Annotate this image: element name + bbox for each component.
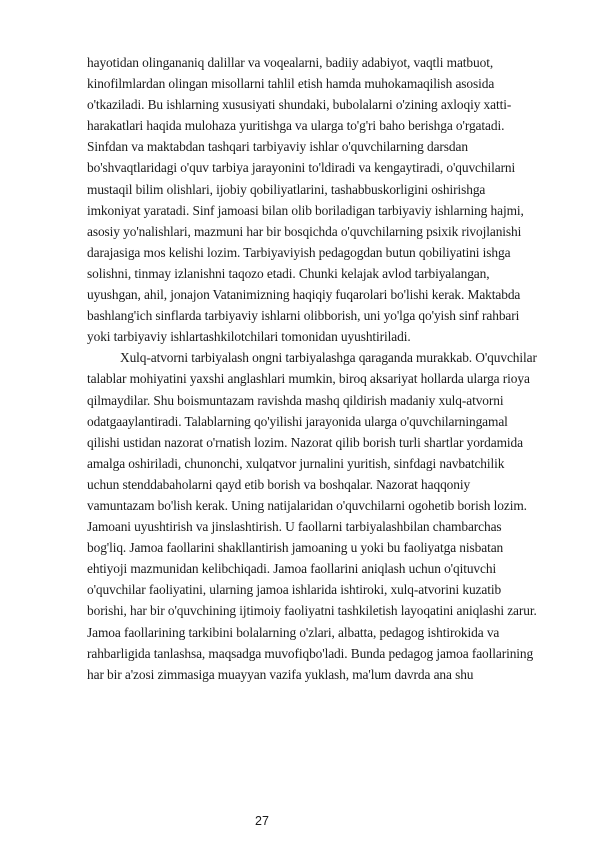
text-line: hayotidan olingananiq dalillar va voqealarni, badiiy adabiyot, vaqtli matbuot, <box>87 55 494 70</box>
text-line: odatgaaylantiradi. Talablarning qo'yilishi jarayonida ularga o'quvchilarningamal <box>87 413 508 429</box>
text-line: bashlang'ich sinflarda tarbiyaviy ishlarni olibborish, uni yo'lga qo'yish sinf rahbari <box>87 308 520 324</box>
text-line: qilmaydilar. Shu boismuntazam ravishda mashq qildirish madaniy xulq-atvorni <box>87 392 504 408</box>
page-number: 27 <box>255 814 269 828</box>
text-line: talablar mohiyatini yaxshi anglashlari mumkin, biroq aksariyat hollarda ularga rioya <box>87 371 530 387</box>
paragraph-1 <box>87 52 593 347</box>
text-line: ehtiyoji mazmunidan kelibchiqadi. Jamoa faollarini aniqlash uchun o'qituvchi <box>87 561 497 577</box>
text-line: o'quvchilar faoliyatini, ularning jamoa ishlarida ishtiroki, xulq-atvorini kuzatib <box>87 582 502 598</box>
text-line: yoki tarbiyaviy ishlartashkilotchilari tomonidan uyushtiriladi. <box>87 329 411 345</box>
text-line: amalga oshiriladi, chunonchi, xulqatvor jurnalini yuritish, sinfdagi navbatchilik <box>87 455 505 471</box>
text-line: kinofilmlardan olingan misollarni tahlil etish hamda muhokamaqilish asosida <box>87 76 495 92</box>
text-line: o'tkaziladi. Bu ishlarning xususiyati shundaki, bubolalarni o'zining axloqiy xatti- <box>87 97 512 113</box>
text-line: har bir a'zosi zimmasiga muayyan vazifa yuklash, ma'lum davrda ana shu <box>87 666 474 682</box>
text-line: asosiy yo'nalishlari, mazmuni har bir bosqichda o'quvchilarning psixik rivojlanishi <box>87 223 522 239</box>
text-line: uchun stenddabaholarni qayd etib borish va boshqalar. Nazorat haqqoniy <box>87 476 471 492</box>
text-line: Jamoani uyushtirish va jinslashtirish. U faollarni tarbiyalashbilan chambarchas <box>87 519 502 535</box>
text-line: Sinfdan va maktabdan tashqari tarbiyaviy ishlar o'quvchilarning darsdan <box>87 139 468 155</box>
text-line: bo'shvaqtlaridagi o'quv tarbiya jarayonini to'ldiradi va kengaytiradi, o'quvchilarni <box>87 160 516 176</box>
text-line: uyushgan, ahil, jonajon Vatanimizning haqiqiy fuqarolari bo'lishi kerak. Maktabda <box>87 287 521 303</box>
text-line: Jamoa faollarining tarkibini bolalarning o'zlari, albatta, pedagog ishtirokida va <box>87 624 500 640</box>
text-line: bog'liq. Jamoa faollarini shakllantirish jamoaning u yoki bu faoliyatga nisbatan <box>87 540 504 556</box>
text-line: Xulq-atvorni tarbiyalash ongni tarbiyalashga qaraganda murakkab. O'quvchilar <box>120 350 537 366</box>
text-line: darajasiga mos kelishi lozim. Tarbiyaviyish pedagogdan butun qobiliyatini ishga <box>87 244 511 260</box>
text-line: imkoniyat yaratadi. Sinf jamoasi bilan olib boriladigan tarbiyaviy ishlarning hajmi, <box>87 202 524 218</box>
text-line: mustaqil bilim olishlari, ijobiy qobiliyatlarini, tashabbuskorligini oshirishga <box>87 181 486 197</box>
text-line: borishi, har bir o'quvchining ijtimoiy faoliyatni tashkiletish layoqatini aniqlashi zarur. <box>87 603 537 619</box>
text-line: harakatlari haqida mulohaza yuritishga va ularga to'g'ri baho berishga o'rgatadi. <box>87 118 505 134</box>
text-line: qilishi ustidan nazorat o'rnatish lozim. Nazorat qilib borish turli shartlar yordamida <box>87 434 523 450</box>
text-line: vamuntazam bo'lish kerak. Uning natijalaridan o'quvchilarni ogohetib borish lozim. <box>87 497 527 513</box>
body-text <box>87 52 593 685</box>
text-line: rahbarligida tanlashsa, maqsadga muvofiqbo'ladi. Bunda pedagog jamoa faollarining <box>87 645 534 661</box>
paragraph-2 <box>87 347 593 685</box>
text-line: solishni, tinmay izlanishni taqozo etadi. Chunki kelajak avlod tarbiyalangan, <box>87 265 490 281</box>
